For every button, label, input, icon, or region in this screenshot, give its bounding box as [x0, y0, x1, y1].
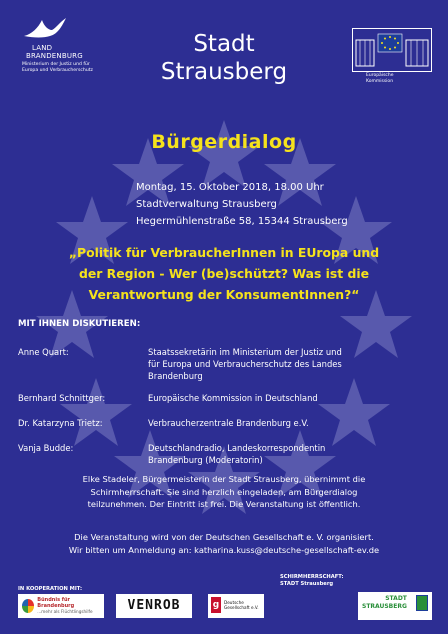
organiser-paragraph: Die Veranstaltung wird von der Deutschen Gesellschaft e. V. organisiert. Wir bitten um Anmeldung an: katharina.kuss@deutsche-gesellschaft-ev.de — [10, 531, 438, 556]
city-title — [130, 30, 318, 86]
brand-line2: BRANDENBURG — [26, 52, 83, 60]
brand-sub2: Europa und Verbraucherschutz — [22, 67, 93, 73]
panel-heading: MIT IHNEN DISKUTIEREN: — [18, 319, 141, 329]
registration-email-line[interactable]: Wir bitten um Anmeldung an: katharina.kuss@deutsche-gesellschaft-ev.de — [68, 544, 380, 555]
speaker-name: Anne Quart: — [18, 347, 69, 357]
stadt-strausberg-logo: STADT STRAUSBERG — [358, 592, 432, 620]
eu-building-icon — [352, 28, 432, 72]
event-venue: Stadtverwaltung Strausberg — [136, 199, 277, 210]
speaker-role: Verbraucherzentrale Brandenburg e.V. — [148, 418, 309, 428]
star-icon — [318, 378, 390, 446]
question-line1: „Politik für VerbraucherInnen in EUropa und — [68, 245, 380, 260]
buendnis-hands-icon — [22, 599, 34, 613]
strausberg-coat-of-arms-icon — [416, 595, 428, 611]
event-date: Montag, 15. Oktober 2018, 18.00 Uhr — [136, 182, 324, 193]
brand-sub1: Ministerium der Justiz und für — [22, 62, 90, 67]
city-line2: Strausberg — [160, 59, 288, 85]
patronage-label: SCHIRMHERRSCHAFT: STADT Strausberg — [280, 574, 344, 587]
eu-label2: Kommission — [366, 78, 394, 84]
star-icon — [60, 378, 132, 446]
speaker-role: Deutschlandradio, Landeskorrespondentin Brandenburg (Moderatorin) — [148, 443, 326, 465]
event-address: Hegermühlenstraße 58, 15344 Strausberg — [136, 216, 348, 227]
question-line2: der Region - Wer (be)schützt? Was ist die — [78, 266, 370, 281]
eagle-icon — [22, 16, 68, 40]
event-details — [136, 179, 348, 230]
cooperation-label: IN KOOPERATION MIT: — [18, 586, 83, 592]
land-brandenburg-logo — [22, 16, 102, 73]
speaker-role: Staatssekretärin im Ministerium der Justiz und für Europa und Verbraucherschutz des Landes Brandenburg — [148, 347, 342, 381]
buendnis-logo: Bündnis für Brandenburg ...mehr als Flüchtlingshilfe — [18, 594, 104, 618]
venrob-logo: VENROB — [116, 594, 192, 618]
eu-commission-logo — [352, 28, 432, 90]
speaker-name: Dr. Katarzyna Trietz: — [18, 418, 103, 428]
speaker-name: Bernhard Schnittger: — [18, 393, 106, 403]
discussion-question — [12, 242, 436, 305]
deutsche-gesellschaft-logo: g Deutsche Gesellschaft e.V. — [208, 594, 264, 618]
dg-logo-icon: g — [211, 597, 221, 613]
city-line1: Stadt — [193, 31, 255, 57]
patron-paragraph: Elke Stadeler, Bürgermeisterin der Stadt Strausberg, übernimmt die Schirmherrschaft. Sie sind herzlich eingeladen, am Bürgerdialog teilzunehmen. Der Eintritt ist frei. Die Veranstaltung ist öffentlich. — [82, 474, 366, 509]
eu-label1: Europäische — [366, 73, 394, 78]
brand-line1: LAND — [32, 44, 53, 52]
speaker-role: Europäische Kommission in Deutschland — [148, 393, 318, 403]
page-title: Bürgerdialog — [151, 131, 297, 153]
speaker-name: Vanja Budde: — [18, 443, 74, 453]
question-line3: Verantwortung der KonsumentInnen?“ — [88, 287, 360, 302]
